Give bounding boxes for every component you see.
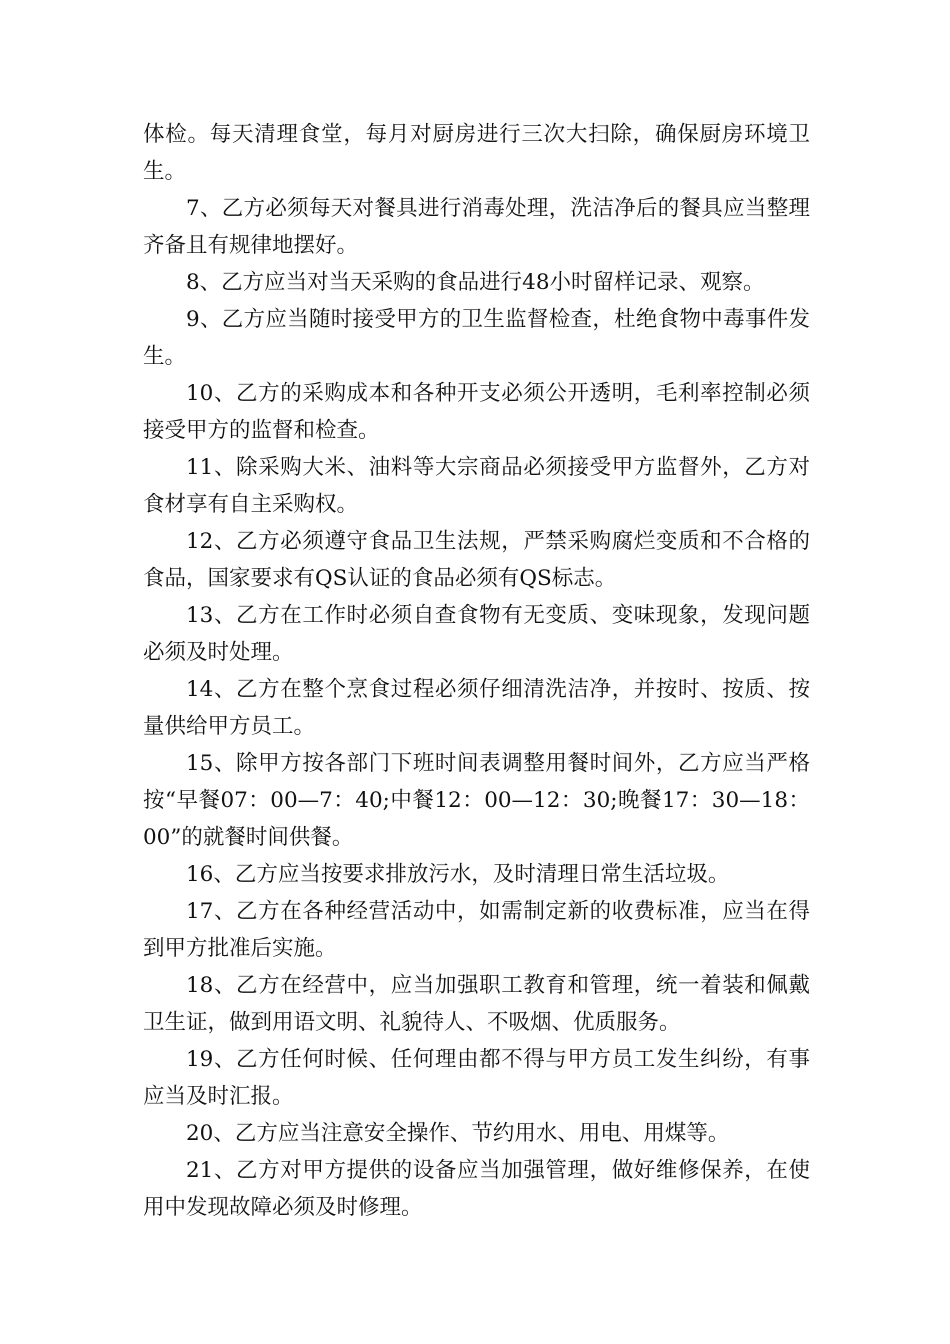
paragraph-item-10: 10、乙方的采购成本和各种开支必须公开透明，毛利率控制必须接受甲方的监督和检查。: [143, 381, 810, 443]
paragraph-item-18: 18、乙方在经营中，应当加强职工教育和管理，统一着装和佩戴卫生证，做到用语文明、礼貌待人、不吸烟、优质服务。: [143, 973, 810, 1035]
paragraph-item-12: 12、乙方必须遵守食品卫生法规，严禁采购腐烂变质和不合格的食品，国家要求有QS认证的食品必须有QS标志。: [143, 529, 810, 591]
paragraph-item-21: 21、乙方对甲方提供的设备应当加强管理，做好维修保养，在使用中发现故障必须及时修理。: [143, 1158, 810, 1220]
paragraph-item-20: 20、乙方应当注意安全操作、节约用水、用电、用煤等。: [186, 1121, 730, 1146]
paragraph-item-17: 17、乙方在各种经营活动中，如需制定新的收费标准，应当在得到甲方批准后实施。: [143, 899, 810, 961]
paragraph-item-15: 15、除甲方按各部门下班时间表调整用餐时间外，乙方应当严格按“早餐07：00—7：40;中餐12：00—12：30;晚餐17：30—18：00”的就餐时间供餐。: [143, 751, 810, 850]
paragraph-item-9: 9、乙方应当随时接受甲方的卫生监督检查，杜绝食物中毒事件发生。: [143, 307, 810, 369]
paragraph-item-11: 11、除采购大米、油料等大宗商品必须接受甲方监督外，乙方对食材享有自主采购权。: [143, 455, 810, 517]
paragraph-item-19: 19、乙方任何时候、任何理由都不得与甲方员工发生纠纷，有事应当及时汇报。: [143, 1047, 810, 1109]
paragraph-item-16: 16、乙方应当按要求排放污水，及时清理日常生活垃圾。: [186, 862, 730, 887]
paragraph-continuation: 体检。每天清理食堂，每月对厨房进行三次大扫除，确保厨房环境卫生。: [143, 122, 810, 184]
paragraph-item-7: 7、乙方必须每天对餐具进行消毒处理，洗洁净后的餐具应当整理齐备且有规律地摆好。: [143, 196, 810, 258]
paragraph-item-13: 13、乙方在工作时必须自查食物有无变质、变味现象，发现问题必须及时处理。: [143, 603, 810, 665]
paragraph-item-8: 8、乙方应当对当天采购的食品进行48小时留样记录、观察。: [186, 270, 765, 295]
paragraph-item-14: 14、乙方在整个烹食过程必须仔细清洗洁净，并按时、按质、按量供给甲方员工。: [143, 677, 810, 739]
